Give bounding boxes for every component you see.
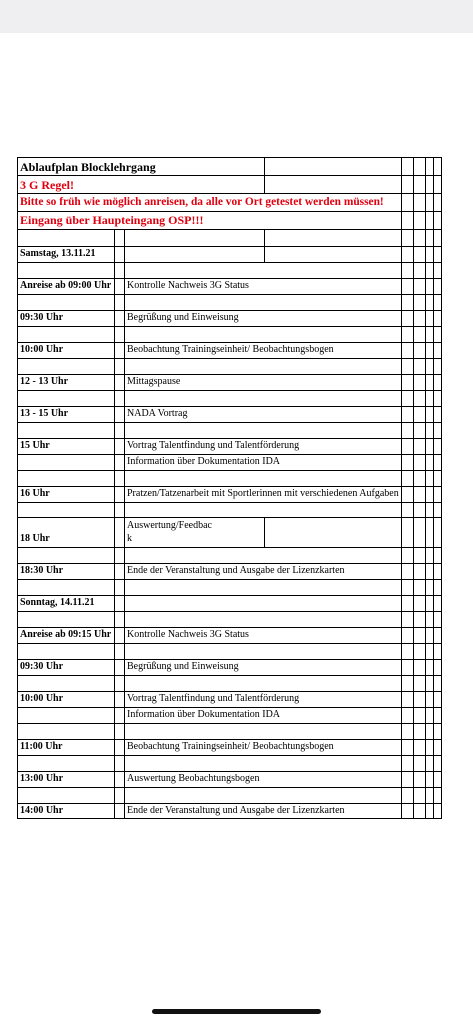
table-column-rule: [413, 157, 414, 818]
table-row-rule: [17, 675, 442, 676]
notice-early-arrival: Bitte so früh wie möglich anreisen, da alle vor Ort getestet werden müssen!: [20, 196, 384, 208]
table-row-rule: [17, 294, 442, 295]
day2-time-1400: 14:00 Uhr: [20, 805, 64, 816]
day1-activity-1830: Ende der Veranstaltung und Ausgabe der Lizenzkarten: [127, 565, 345, 576]
table-row-rule: [17, 818, 442, 819]
day1-activity-18-line1: Auswertung/Feedbac: [127, 520, 212, 531]
table-row-rule: [17, 326, 442, 327]
table-row-rule: [17, 157, 442, 158]
day2-activity-1000: Vortrag Talentfindung und Talentförderung: [127, 693, 300, 704]
schedule-table: [17, 157, 442, 818]
home-indicator: [152, 1009, 321, 1014]
table-column-rule: [114, 229, 115, 818]
table-column-rule: [433, 157, 434, 818]
day1-activity-0930: Begrüßung und Einweisung: [127, 312, 239, 323]
day1-activity-18-line2: k: [127, 533, 132, 544]
day2-time-arrival: Anreise ab 09:15 Uhr: [20, 629, 112, 640]
table-column-rule: [17, 157, 18, 818]
schedule-title: Ablaufplan Blocklehrgang: [20, 160, 156, 174]
table-row-rule: [17, 262, 442, 263]
table-column-rule: [264, 517, 265, 547]
table-row-rule: [17, 193, 442, 194]
day1-time-lunch: 12 - 13 Uhr: [20, 376, 69, 387]
day1-activity-15: Vortrag Talentfindung und Talentförderung: [127, 440, 300, 451]
table-row-rule: [17, 579, 442, 580]
table-row-rule: [17, 406, 442, 407]
day1-time-1000: 10:00 Uhr: [20, 344, 64, 355]
day1-time-arrival: Anreise ab 09:00 Uhr: [20, 280, 112, 291]
day2-activity-0930: Begrüßung und Einweisung: [127, 661, 239, 672]
day2-activity-arrival: Kontrolle Nachweis 3G Status: [127, 629, 249, 640]
day1-activity-16: Pratzen/Tatzenarbeit mit Sportlerinnen mit verschiedenen Aufgaben: [127, 488, 399, 499]
day2-time-1100: 11:00 Uhr: [20, 741, 63, 752]
table-row-rule: [17, 390, 442, 391]
day1-activity-lunch: Mittagspause: [127, 376, 181, 387]
day1-time-1830: 18:30 Uhr: [20, 565, 64, 576]
table-row-rule: [17, 175, 442, 176]
day2-time-1000: 10:00 Uhr: [20, 693, 64, 704]
table-row-rule: [17, 723, 442, 724]
day-label-sunday: Sonntag, 14.11.21: [20, 597, 95, 608]
table-row-rule: [17, 547, 442, 548]
table-row-rule: [17, 517, 442, 518]
table-row-rule: [17, 374, 442, 375]
day1-time-18: 18 Uhr: [20, 533, 50, 544]
day1-activity-arrival: Kontrolle Nachweis 3G Status: [127, 280, 249, 291]
notice-entrance: Eingang über Haupteingang OSP!!!: [20, 213, 204, 227]
table-row-rule: [17, 611, 442, 612]
day2-time-1300: 13:00 Uhr: [20, 773, 64, 784]
table-column-rule: [264, 229, 265, 262]
day2-time-0930: 09:30 Uhr: [20, 661, 64, 672]
table-column-rule: [124, 229, 125, 818]
day2-activity-1400: Ende der Veranstaltung und Ausgabe der Lizenzkarten: [127, 805, 345, 816]
day-label-saturday: Samstag, 13.11.21: [20, 248, 96, 259]
table-row-rule: [17, 643, 442, 644]
table-row-rule: [17, 502, 442, 503]
notice-3g-rule: 3 G Regel!: [20, 178, 74, 192]
table-column-rule: [441, 157, 442, 818]
table-column-rule: [401, 157, 402, 818]
table-row-rule: [17, 211, 442, 212]
day1-time-1315: 13 - 15 Uhr: [20, 408, 69, 419]
table-row-rule: [17, 755, 442, 756]
top-status-area: [0, 0, 473, 33]
table-column-rule: [264, 157, 265, 193]
table-row-rule: [17, 787, 442, 788]
table-row-rule: [17, 422, 442, 423]
table-row-rule: [17, 470, 442, 471]
day1-time-0930: 09:30 Uhr: [20, 312, 64, 323]
day2-activity-1300: Auswertung Beobachtungsbogen: [127, 773, 260, 784]
table-row-rule: [17, 229, 442, 230]
table-row-rule: [17, 358, 442, 359]
day1-activity-1315: NADA Vortrag: [127, 408, 188, 419]
day1-activity-1000: Beobachtung Trainingseinheit/ Beobachtungsbogen: [127, 344, 334, 355]
day2-activity-1100: Beobachtung Trainingseinheit/ Beobachtungsbogen: [127, 741, 334, 752]
day1-time-16: 16 Uhr: [20, 488, 50, 499]
day2-activity-ida: Information über Dokumentation IDA: [127, 709, 281, 720]
table-column-rule: [425, 157, 426, 818]
day1-time-15: 15 Uhr: [20, 440, 50, 451]
day1-activity-ida: Information über Dokumentation IDA: [127, 456, 281, 467]
